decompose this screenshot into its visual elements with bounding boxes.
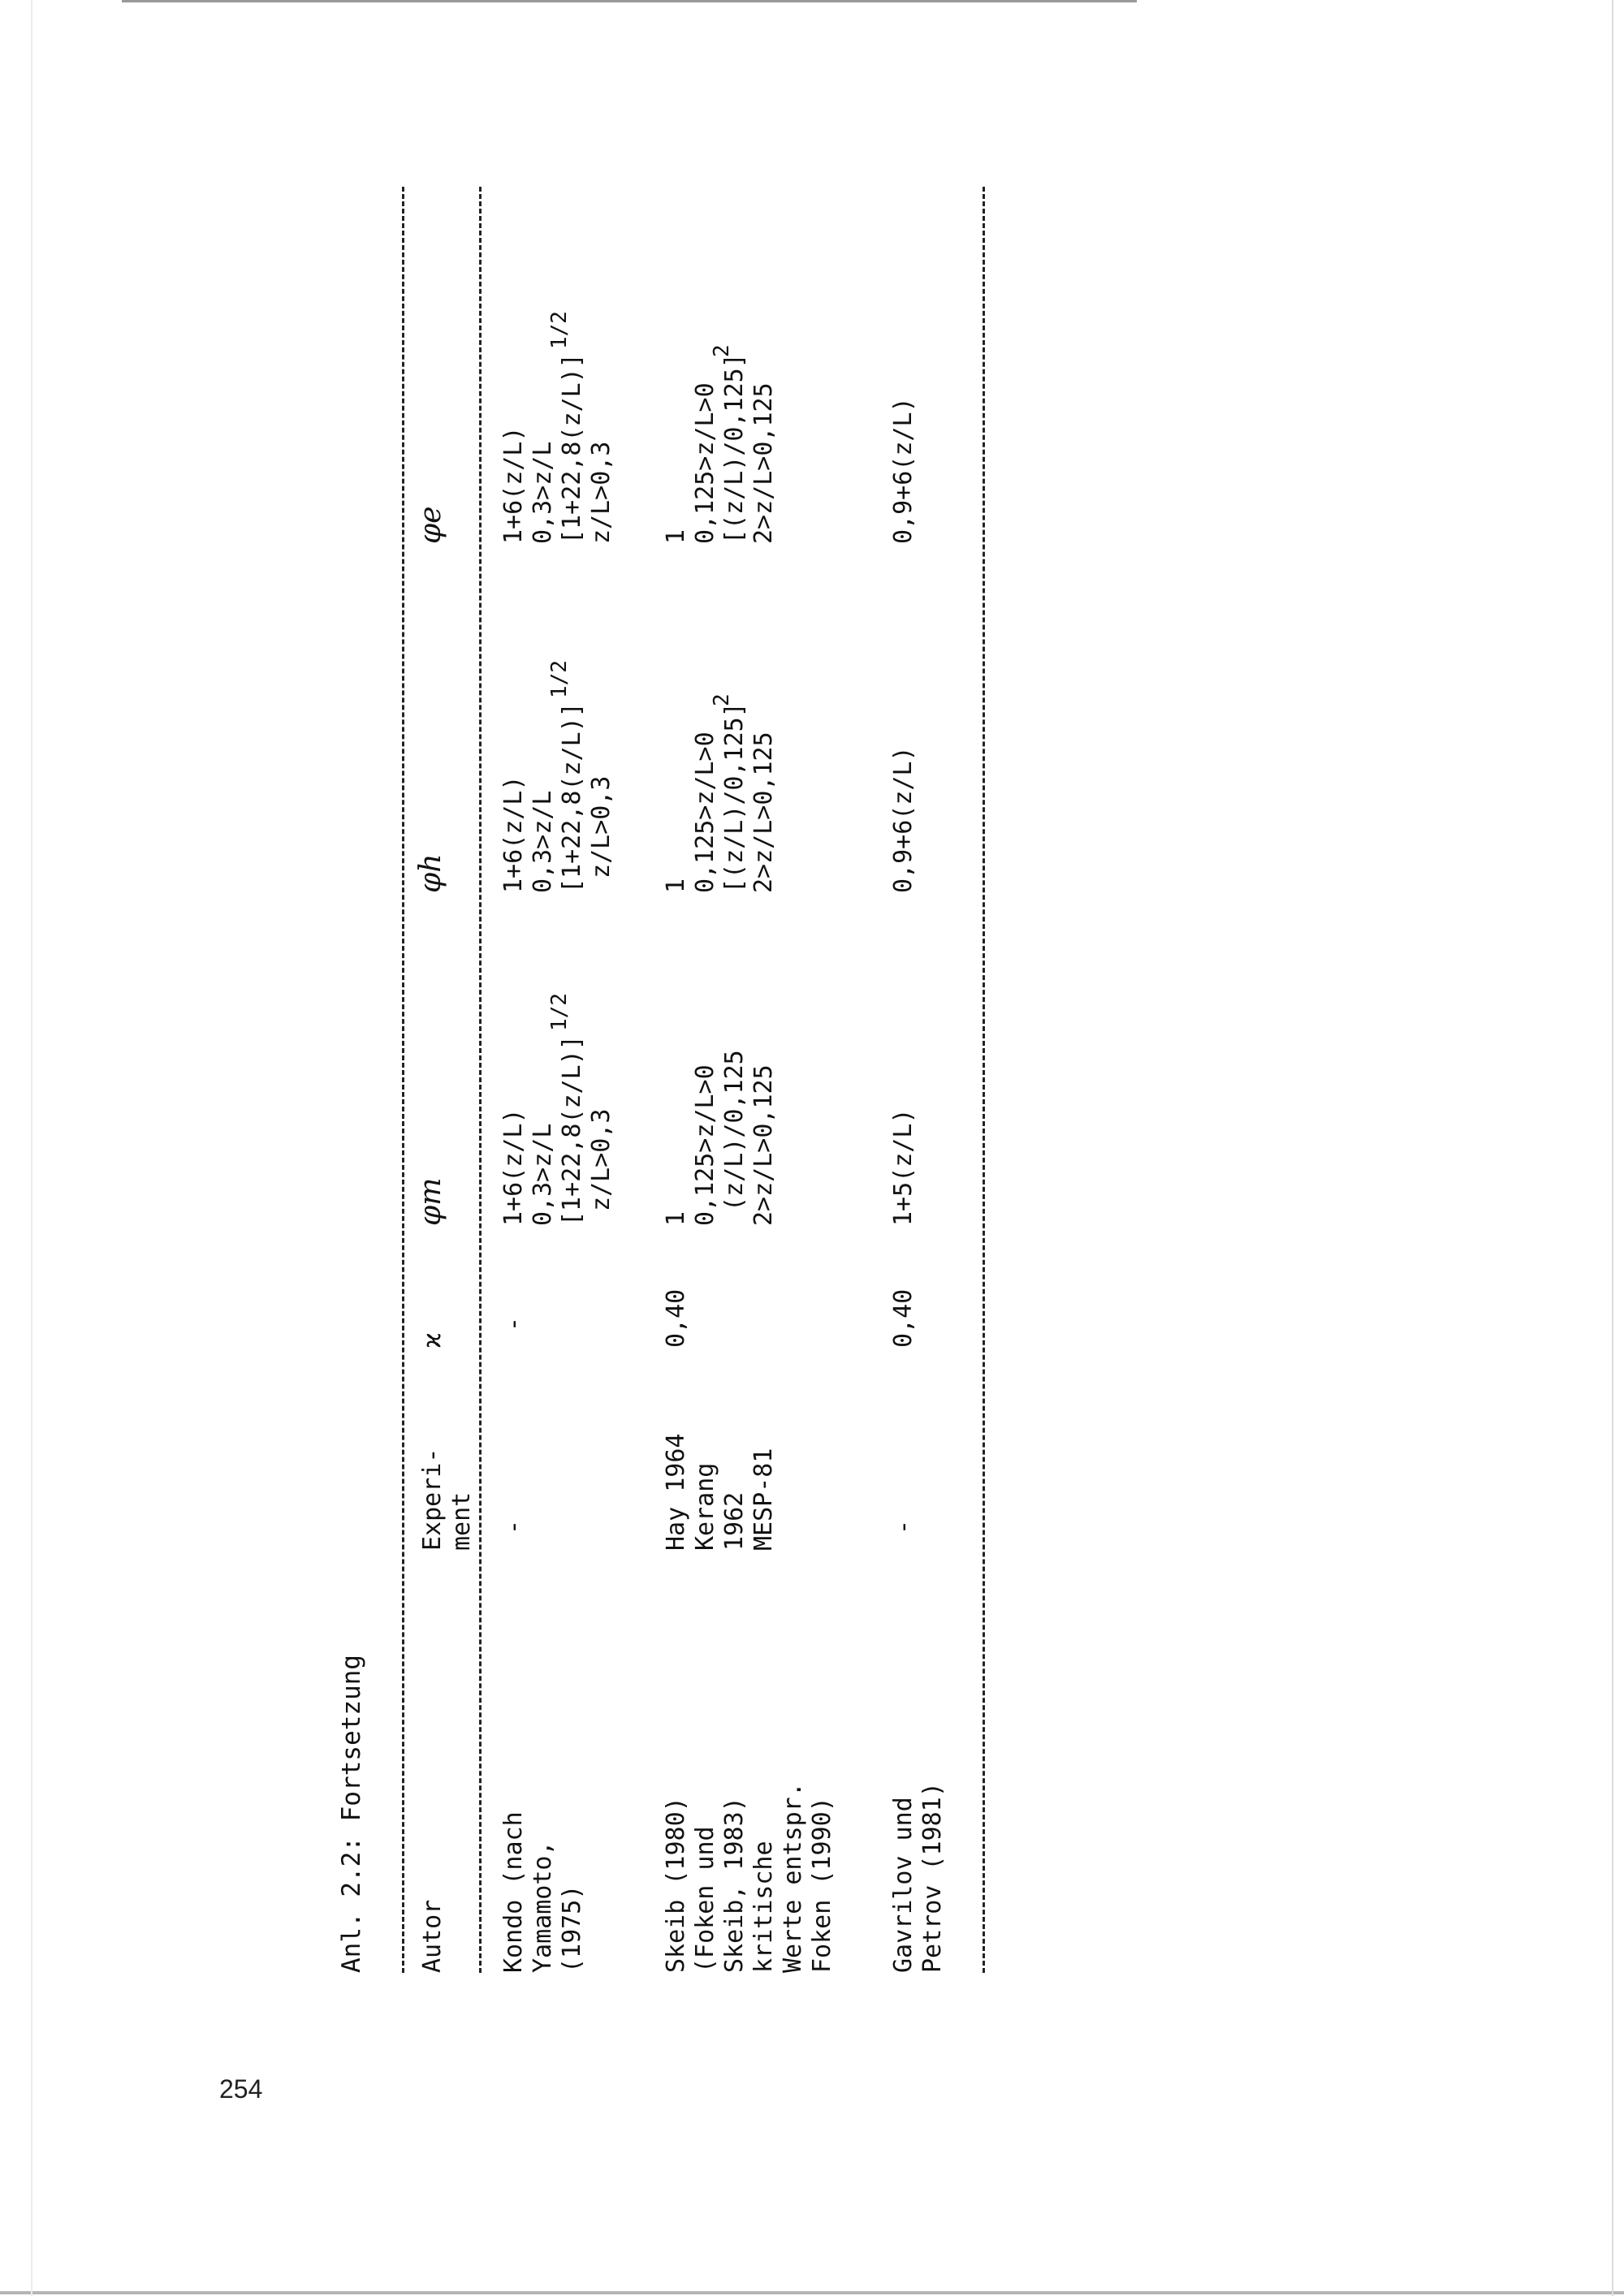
rule-header <box>479 187 482 1973</box>
row2-kappa: 0,40 <box>662 1288 690 1348</box>
table-caption: Anl. 2.2: Fortsetzung <box>337 1655 366 1973</box>
row3-kappa: 0,40 <box>889 1288 918 1348</box>
header-experiment: Experi- ment <box>418 1448 476 1551</box>
row1-phi-m: 1+6(z/L) 0,3>z/L [1+22,8(z/L)] z/L>0,3 <box>499 1035 615 1226</box>
row3-phi-h: 0,9+6(z/L) <box>889 746 918 893</box>
row2-autor: Skeib (1980) (Foken und Skeib, 1983) kritische Werte entspr. Foken (1990) <box>662 1782 836 1973</box>
page-number: 254 <box>219 2074 263 2104</box>
row2-phi-e: 1 0,125>z/L>0 [(z/L)/0,125] 2>z/L>0,125 <box>662 353 778 544</box>
row2-phi-h-exponent: 2 <box>710 693 734 706</box>
row2-phi-m: 1 0,125>z/L>0 (z/L)/0,125 2>z/L>0,125 <box>662 1050 778 1226</box>
row1-phi-m-exponent: 1/2 <box>547 993 572 1031</box>
row1-phi-h-exponent: 1/2 <box>547 660 572 698</box>
row3-autor: Gavrilov und Petrov (1981) <box>889 1782 947 1973</box>
row2-phi-h: 1 0,125>z/L>0 [(z/L)/0,125] 2>z/L>0,125 <box>662 702 778 893</box>
row3-experiment: - <box>889 1519 918 1534</box>
scan-edge-top <box>122 0 1137 2</box>
rule-top <box>402 187 404 1973</box>
scan-edge-right <box>1612 0 1613 2296</box>
row2-experiment: Hay 1964 Kerang 1962 MESP-81 <box>662 1433 778 1551</box>
row3-phi-m: 1+5(z/L) <box>889 1108 918 1226</box>
row1-phi-h: 1+6(z/L) 0,3>z/L [1+22,8(z/L)] z/L>0,3 <box>499 702 615 893</box>
header-phi-m: φm <box>414 1177 447 1226</box>
row1-autor: Kondo (nach Yamamoto, (1975) <box>499 1811 586 1973</box>
row2-phi-e-exponent: 2 <box>710 344 734 357</box>
scan-edge-left <box>31 0 32 2296</box>
header-autor: Autor <box>418 1899 447 1973</box>
header-phi-e: φe <box>414 506 447 544</box>
header-kappa: ϰ <box>418 1332 447 1348</box>
header-phi-h: φh <box>414 853 447 893</box>
row1-kappa: - <box>499 1316 528 1331</box>
row1-phi-e: 1+6(z/L) 0,3>z/L [1+22,8(z/L)] z/L>0,3 <box>499 353 615 544</box>
row1-phi-e-exponent: 1/2 <box>547 311 572 349</box>
row1-experiment: - <box>499 1519 528 1534</box>
rule-bottom <box>983 187 985 1973</box>
rotated-table <box>321 187 1019 1973</box>
row3-phi-e: 0,9+6(z/L) <box>889 397 918 544</box>
scan-edge-bottom <box>0 2291 1624 2294</box>
